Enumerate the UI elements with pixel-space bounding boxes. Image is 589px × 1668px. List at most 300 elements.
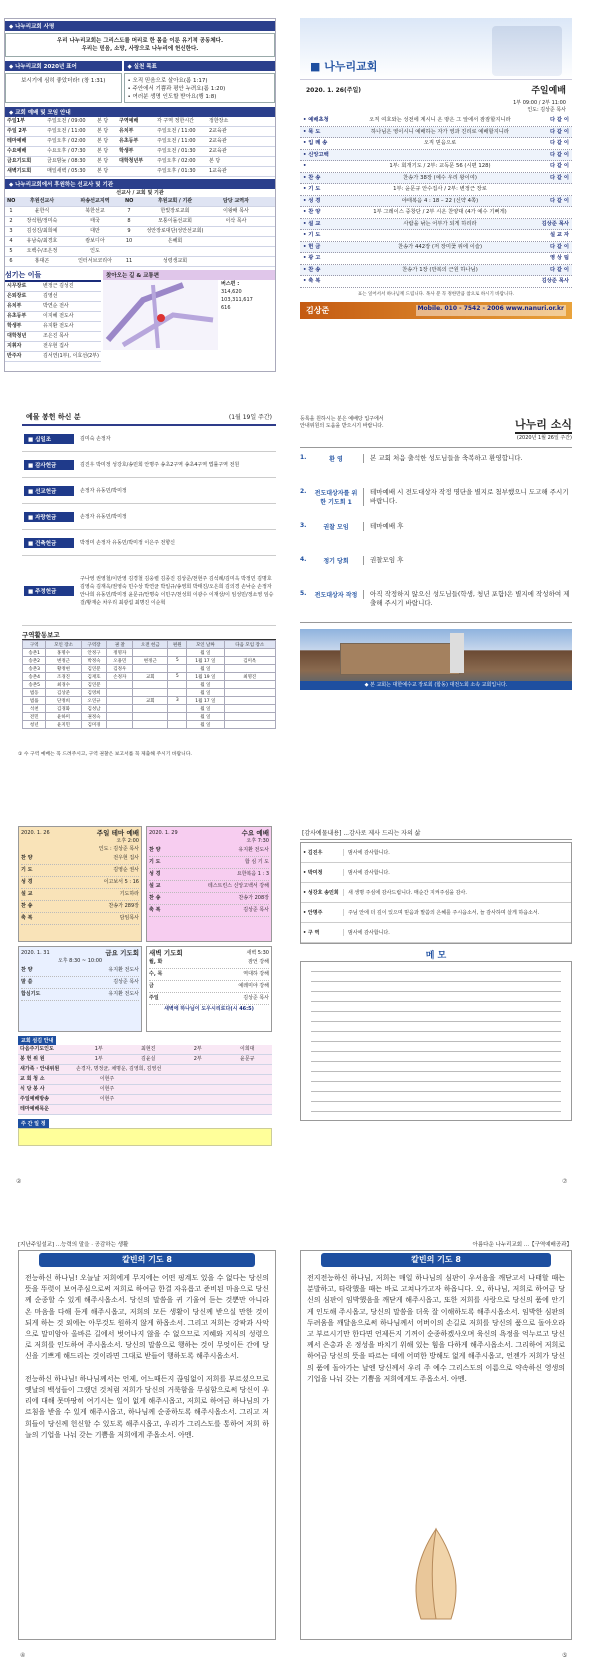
report-cell: 김정우 (107, 665, 133, 673)
mission-cell (215, 247, 257, 256)
thanks-item (301, 903, 571, 923)
worship-cell: 주일오후 / 02:00 (47, 138, 86, 144)
service-item-content (348, 276, 532, 287)
staff-role: 지휘자 (7, 343, 22, 349)
mission-cell: 담당 교역자 (223, 198, 249, 204)
card-row-label: 찬 송 (21, 903, 33, 909)
praying-hands-image (381, 1519, 491, 1629)
weekly-schedule-box (18, 1128, 272, 1146)
service-item-content (348, 150, 532, 161)
mission-cell: 6 (9, 258, 13, 264)
thanks-text: 범사에 감사합니다. (343, 929, 569, 936)
service-title: 주일예배 (531, 86, 566, 96)
duty-cell: 이현주 (99, 1076, 115, 1082)
report-cell: 법동 (23, 689, 46, 697)
service-item (300, 276, 572, 288)
memo-line (311, 1012, 561, 1022)
staff-list (5, 282, 101, 362)
staff-name: 유지환 전도사 (43, 323, 74, 329)
offering-names: 박정미 손정자 유동민/박미정 이은주 전향신 (80, 539, 175, 546)
page-3-offerings (22, 410, 276, 756)
worship-cell: 금요밤늦 / 08:30 (47, 158, 86, 164)
service-item (300, 196, 572, 208)
card-row-value: 김상준 목사 (113, 979, 139, 985)
dawn-card (146, 946, 272, 1032)
service-item (300, 230, 572, 242)
card-time: 오후 2:00 (116, 838, 139, 844)
duty-cell (206, 1075, 272, 1084)
service-item-label: • 예배초청 (303, 117, 329, 123)
thanks-text: 범사에 감사합니다. (343, 849, 569, 856)
mission-cell: 후원교회 / 기관 (157, 198, 193, 204)
thanks-item (301, 843, 571, 863)
report-cell (107, 681, 133, 689)
report-cell: 월 일 (187, 649, 224, 657)
goal-list (124, 73, 275, 103)
staff-row (5, 352, 101, 362)
thanks-name: • 박미정 (303, 870, 323, 876)
report-cell: 월 일 (187, 665, 224, 673)
worship-cell: 테마예배 (7, 138, 27, 144)
service-item-label: • (303, 163, 307, 169)
news-number: 3. (300, 522, 307, 529)
report-cell: 단정희 (46, 697, 81, 705)
duty-cell (206, 1095, 272, 1104)
offering-category: ■ 주정헌금 (24, 586, 74, 596)
thanks-text: 새 생명 주심에 감사드립니다. 매순간 지켜주심을 감사. (343, 889, 569, 896)
service-item-label: • 설 교 (303, 220, 321, 227)
duty-cell: 테마예배목운 (20, 1106, 49, 1112)
service-item (300, 127, 572, 139)
news-title: 나누리 소식 (515, 416, 572, 434)
news-text: 본 교회 처음 출석한 성도님들을 축복하고 환영합니다. (370, 454, 523, 462)
worship-row (5, 117, 275, 127)
report-cell: 안정구 (81, 649, 107, 657)
bus-line: 616 (221, 305, 231, 311)
report-cell (107, 721, 133, 729)
report-cell: 김연분 (81, 665, 107, 673)
thanks-name: • 성강호 송민희 (303, 890, 339, 896)
card-row (21, 977, 139, 989)
mission-row (5, 257, 275, 267)
sermon-header: [지난주일설교] ...능력의 말을 · 공감하는 생활 (18, 1242, 129, 1248)
card-row-label: 성 경 (149, 871, 161, 877)
worship-cell: 2교육관 (209, 128, 227, 134)
service-item-person: 다 같 이 (549, 266, 569, 273)
report-cell: 박정숙 (81, 657, 107, 665)
offering-category: ■ 선교헌금 (24, 486, 74, 496)
card-row-label: 찬 송 (149, 895, 161, 901)
card-row-value: 김상준 목사 (243, 995, 269, 1001)
mission-cell: 오백수/조은정 (26, 248, 58, 254)
card-title: 새벽 기도회 (149, 949, 183, 957)
report-row (23, 673, 276, 681)
worship-cell: 주일오전 / 11:00 (157, 128, 196, 134)
card-row-label: 주일 (149, 995, 159, 1001)
service-item-label: • 광 고 (303, 255, 321, 261)
bus-line: 103,311,617 (221, 297, 253, 303)
page-5-schedule (14, 826, 276, 1174)
mission-cell: 모퉁이돌선교회 (158, 218, 192, 224)
duty-cell (163, 1065, 217, 1074)
card-row (21, 913, 139, 925)
news-text: 테마예배 시 전도대상자 작정 명단을 별지로 첨부했으니 도고해 주시기 바랍니다. (370, 488, 569, 505)
report-cell (224, 697, 276, 705)
card-row-label: 성 경 (21, 879, 33, 885)
mission-row (5, 227, 275, 237)
card-row (21, 889, 139, 901)
thanks-text: 범사에 감사합니다. (343, 869, 569, 876)
card-row-label: 설 교 (149, 883, 161, 889)
duty-cell (140, 1095, 206, 1104)
card-row-label: 기 도 (149, 859, 161, 865)
staff-name: 박연순 전사 (43, 303, 69, 309)
news-text: 테마예배 후 (370, 522, 404, 530)
card-row (149, 857, 269, 869)
report-cell: 월 일 (187, 689, 224, 697)
news-label: 권찰 모임 (312, 522, 364, 531)
report-row (23, 689, 276, 697)
report-cell: 송촌3 (23, 665, 46, 673)
memo-line (311, 992, 561, 1002)
mission-cell: 태국 (90, 218, 100, 224)
church-name: 나누리교회 (324, 60, 378, 73)
worship-row (5, 127, 275, 137)
lesson-header: 아름다운 나누리교회 ...【구역예배공과】 (472, 1242, 572, 1248)
service-item-content: 찬송가 1장 (만복의 근원 하나님) (402, 266, 478, 273)
report-cell: 월 일 (187, 705, 224, 713)
report-cell: 5 (168, 673, 187, 681)
card-row-value: 김영순 권사 (113, 867, 139, 873)
vision-box (5, 33, 275, 57)
page-number: ⑦ (562, 1178, 568, 1185)
service-item-person: 설 교 자 (549, 232, 569, 238)
report-cell: 김재호 (81, 673, 107, 681)
card-row (149, 993, 269, 1005)
page-number: ⑤ (562, 1652, 568, 1659)
report-cell: 김미경 (81, 721, 107, 729)
worship-cell: 유치부 (119, 128, 134, 134)
service-item-person: 영 상 팀 (549, 255, 569, 261)
goal-title: 실천 목표 (133, 64, 157, 70)
service-item (300, 207, 572, 219)
report-cell: 김미옥 (224, 657, 276, 665)
report-cell: 윤하미 (46, 713, 81, 721)
staff-row (5, 342, 101, 352)
report-cell (133, 713, 168, 721)
service-item-content: 1부 그레이스 중창단 / 2부 시온 찬양대 (4가 예수 기뻐게) (373, 209, 507, 215)
vision-header: ◆ 나누리교회 사명 (5, 21, 275, 31)
offering-row (22, 478, 276, 504)
service-item-person: 다 같 이 (549, 163, 569, 169)
page-2-bulletin (300, 18, 572, 372)
memo-line (311, 962, 561, 972)
report-cell: 청년 (23, 721, 46, 729)
service-item-person: 다 같 이 (549, 128, 569, 135)
card-date: 2020. 1. 26 (21, 830, 50, 836)
service-item-person (532, 207, 572, 218)
offering-week: (1월 19일 주간) (228, 414, 272, 421)
mission-cell (135, 247, 215, 256)
worship-cell: 본 당 (97, 148, 109, 154)
worship-cell: 주일오전 / 11:00 (47, 128, 86, 134)
worship-cell: 주일오전 / 01:30 (157, 148, 196, 154)
mission-cell: 3 (9, 228, 13, 234)
report-cell: 월 일 (187, 713, 224, 721)
offering-category: ■ 자랑헌금 (24, 512, 74, 522)
prayer-body: 전능하신 하나님! 오늘날 저희에게 무지에는 어떤 핑계도 있을 수 없다는 당신의 뜻을 뚜렷이 보여주심으로써 저희로 하여금 한결 자유롭고 준비된 마음으로 당신께 순종할 수 있게 해주시옵소서. 당신의 말씀을 귀 기울여 듣는 것뿐만 아니라 온 마음을 다해 듣게 해주시옵고, 저희의 모든 생활이 당신께 받으실 만한 것이 되게 하는 것 외에는 아무것도 원하지 않게 하옵소서. 그리고 저희는 강팍과 사악으로 말미암아 올바른 길에서 벗어나지 않을 수 없으므로 지혜와 지식의 성령으로 저희를 인도하여 주시옵소서. 당신의 말씀으로 행하는 것이 무엇이든 간에 당신을 기쁘게 해드리는 것이라면 그대로 받들어 행하도록 해주시옵소서. 전능하신 하나님! 하나님께서는 언제, 어느때든지 끊임없이 저희를 부르셨으므로 옛날의 백성들이 그랬던 것처럼 저희가 당신의 거룩함을 무심함으로써 당신이 우리에 대해 못마땅히 여기시는 일이 없게 해주시옵고, 저희로 하여금 하나님의 가르침을 받을 수 있게 해주시옵고, 하나님께 순종하도록 해주시옵소서. 그리고 저희들이 당신께 헌신할 수 있도록 해주시옵고, 우리가 그리스도를 통하여 저희 하늘의 기업을 나눠 갖는 기쁨을 저희에게 주옵소서. 아멘. (25, 1274, 269, 1439)
news-label: 환 영 (312, 454, 364, 463)
report-cell: 오전 헌금 (133, 641, 168, 649)
staff-role: 유치부 (7, 303, 22, 309)
service-item-label: • 헌 금 (303, 243, 321, 250)
card-rows (149, 957, 269, 1005)
service-item (300, 115, 572, 127)
report-cell (107, 705, 133, 713)
mission-cell: NO (125, 198, 134, 204)
card-row (21, 989, 139, 1001)
church-logo: ■ 나누리교회 (310, 60, 378, 73)
worship-cell: 본 당 (97, 158, 109, 164)
news-number: 1. (300, 454, 307, 461)
mission-cell: 캄보디아 (85, 238, 105, 244)
report-cell (107, 697, 133, 705)
pastor-banner (300, 302, 572, 319)
memo-line (311, 1032, 561, 1042)
worship-cell: 주일 2부 (7, 128, 27, 134)
report-cell: 김연분 (81, 681, 107, 689)
news-item (300, 552, 572, 586)
offering-row (22, 426, 276, 452)
goal-item: • 오직 믿음으로 살아요(롬 1:17) (127, 78, 208, 84)
service-item (300, 219, 572, 231)
card-title: 수요 예배 (241, 829, 269, 837)
card-row-value: 예레미야 강해 (238, 983, 269, 989)
card-row-value: 테스트린스 신앙고백서 강해 (207, 883, 269, 889)
prayer-body: 전지전능하신 하나님, 저희는 매일 하나님의 심판이 우셔음을 깨닫고서 나태할 때는 분발하고, 타락했을 때는 바로 고쳐나가고자 하옵니다. 오, 하나님, 저희로 하여금 당신의 심판이 임박했음을 깨닫게 해주시옵고, 또한 저희를 사랑으로 당신의 품에 안기게 인도해 주시옵고, 당신의 말씀을 더욱 잘 이해하도록 해주시옵소서. 임박한 심판의 두려움을 깨달음으로써 하나님께서 어버이의 손길로 저희를 당신의 품으로 돌아오라고 부르시기만 한다면 언제든지 기꺼이 순종하겠사오며 육신의 욕정을 억누르고 당신께서 은총과 온 정성을 바치기 위해 있는 힘을 다하게 해주시옵소서. 그리하여 저희로 하여금 당신의 뜻을 따르는 데에 어떠한 방해도 없게 해주시옵고, 언젠가 저희가 당신의 품에 돌아가는 날엔 당신께서 우리 주 예수 그리스도의 이름으로 약속하신 영생의 기업을 나눠 갖는 기쁨을 저희에게도 주옵소서. 아멘. (307, 1274, 565, 1383)
thanks-text: 주님 안에 더 깊이 있으며 믿음과 말씀의 은혜를 주시옵소서, 늘 감사하며 살게 하옵소서. (343, 909, 569, 916)
mission-cell: 인터서브코리아 (78, 258, 112, 264)
service-item-content (348, 253, 532, 264)
church-header (300, 18, 572, 80)
staff-name: 변정근 김성진 (43, 283, 74, 289)
worship-cell: 새벽기도회 (7, 168, 32, 174)
report-cell: 구역 (23, 641, 46, 649)
verse-title: 나누리교회 2020년 표어 (15, 64, 77, 70)
card-row-value: 담임목사 (119, 915, 139, 921)
duty-title: 교회 섬김 안내 (18, 1036, 56, 1045)
report-cell: 월 일 (187, 721, 224, 729)
mission-cell: 4 (9, 238, 13, 244)
staff-name: 이지혜 전도사 (43, 313, 74, 319)
worship-cell (117, 167, 155, 176)
report-cell: 김경화 (46, 705, 81, 713)
report-cell: 전민 (23, 713, 46, 721)
mission-cell: 유남숙/최경호 (26, 238, 58, 244)
worship-cell: 주일오전 / 09:00 (47, 118, 86, 124)
worship-cell: 금요기도회 (7, 158, 32, 164)
report-cell: 최경수 (46, 681, 81, 689)
worship-cell: 주일1부 (7, 118, 25, 124)
offering-list (22, 426, 276, 626)
memo-line (311, 982, 561, 992)
worship-row (5, 157, 275, 167)
report-cell: 김상준 (46, 689, 81, 697)
mission-cell: 한빛장로교회 (160, 208, 190, 214)
weekly-schedule-title: 주 간 일 정 (18, 1119, 49, 1128)
card-row-label: 설 교 (21, 891, 33, 897)
offering-names: 김미숙 손정자 (80, 435, 111, 442)
service-item-content: 사람을 낚는 어부가 되게 하리라 (403, 220, 477, 227)
worship-cell: 본 당 (97, 168, 109, 174)
duty-cell (74, 1105, 173, 1114)
worship-cell: 수요예배 (7, 148, 27, 154)
goal-item: • 주안에서 기쁨과 평안 누려요(롬 1:20) (127, 86, 226, 92)
duty-cell (173, 1105, 272, 1114)
offering-category: ■ 건축헌금 (24, 538, 74, 548)
duty-cell: 2부 (193, 1056, 202, 1062)
report-cell: 변정근 (46, 657, 81, 665)
worship-cell: 각 구역 정한시간 (157, 118, 194, 124)
service-item-person: 다 같 이 (549, 140, 569, 146)
service-item-content: 1부: 윤문규 안수집사 / 2부: 변정근 장로 (393, 186, 487, 192)
report-cell: 5 (168, 657, 187, 665)
mission-cell: 북한선교 (85, 208, 105, 214)
memo-area (300, 961, 572, 1121)
service-item-person: 다 같 이 (549, 243, 569, 250)
worship-cell: 학생부 (119, 148, 134, 154)
service-times: 1부 09:00 / 2부 11:00 (513, 100, 566, 106)
card-row-value: 찬송가 208장 (238, 895, 269, 901)
duty-cell: 주일예배방송 (20, 1096, 49, 1102)
mission-cell: 2 (9, 218, 13, 224)
order-of-service (300, 115, 572, 288)
staff-row (5, 312, 101, 322)
card-row (149, 969, 269, 981)
offering-names: 김진우 박미정 성강호/송민희 안명주 송초2구역 송초4구역 법률구역 전원 (80, 461, 240, 468)
worship-cell: 본 당 (97, 138, 109, 144)
staff-role: 학생부 (7, 323, 22, 329)
report-cell: 모인 장소 (46, 641, 81, 649)
report-cell (168, 649, 187, 657)
mission-cell: 파송선교지역 (80, 198, 110, 204)
duty-cell: 1부 (94, 1046, 103, 1052)
service-item-label: • 찬 송 (303, 266, 321, 273)
mission-cell: 홍대곤 (34, 258, 50, 264)
prayer-title: 칼빈의 기도 8 (321, 1253, 551, 1267)
report-row (23, 649, 276, 657)
card-row-value: 기도하라 (119, 891, 139, 897)
service-item (300, 253, 572, 265)
card-time: 오후 7:30 (246, 838, 269, 844)
report-cell: 송촌4 (23, 673, 46, 681)
verse-header: ◆ 나누리교회 2020년 표어 (5, 61, 122, 71)
worship-title: 교회 예배 및 모임 안내 (15, 110, 71, 116)
card-leader: 인도 : 김상준 목사 (98, 846, 139, 852)
card-row-value: 유지환 전도사 (238, 847, 269, 853)
duty-cell: 이현주 (99, 1086, 115, 1092)
worship-cell: 주일오후 / 01:30 (157, 168, 196, 174)
service-leader: 인도: 김상준 목사 (527, 107, 566, 113)
card-row-label: 말 씀 (21, 979, 33, 985)
report-cell: 구역장 (81, 641, 107, 649)
duty-cell: 교 회 청 소 (20, 1076, 45, 1082)
service-item-label: • 찬 양 (303, 209, 321, 215)
card-row-label: 찬 양 (21, 967, 33, 973)
worship-cell: 1교육관 (209, 168, 227, 174)
service-item-content: 오직 여호와는 성전에 계시니 온 땅은 그 앞에서 잠잠할지니라 (369, 117, 511, 123)
bus-info (218, 280, 275, 350)
duty-cell: 이희대 (240, 1046, 255, 1052)
church-photo (300, 629, 572, 681)
report-cell: 손정자 (107, 673, 133, 681)
report-cell: 홍명수 (46, 649, 81, 657)
service-item-label: • 축 복 (303, 278, 321, 284)
report-cell (107, 713, 133, 721)
service-item (300, 161, 572, 173)
report-cell: 3 (168, 697, 187, 705)
staff-role: 유초등부 (7, 313, 27, 319)
duty-cell: 새가족 · 안내위원 (20, 1066, 60, 1072)
news-week: (2020년 1월 26일 주간) (516, 435, 572, 441)
duty-row (18, 1045, 272, 1055)
duty-list (18, 1045, 272, 1115)
service-item-person: 다 같 이 (549, 151, 569, 158)
offering-title: 예물 봉헌 하신 분 (26, 413, 81, 421)
offering-names: 손정자 유동민/박미정 (80, 513, 127, 520)
worship-cell: 구역예배 (119, 118, 139, 124)
duty-cell: 식 당 봉 사 (20, 1086, 45, 1092)
service-item (300, 242, 572, 254)
report-cell (107, 689, 133, 697)
report-cell (133, 705, 168, 713)
staff-row (5, 322, 101, 332)
mission-cell: 성안장로대단(성안선교회) (146, 228, 204, 234)
vision-title: 나누리교회 사명 (15, 24, 55, 30)
staff-role: 반주자 (7, 353, 22, 359)
duty-row (18, 1065, 272, 1075)
contact-line: Mobile. 010 - 7542 - 2006 www.nanuri.or.kr (416, 305, 566, 316)
mission-row (5, 207, 275, 217)
report-cell (224, 713, 276, 721)
service-item-content (348, 230, 532, 241)
service-item-content: 찬송가 442장 (저 장미꽃 위에 이슬) (397, 243, 483, 250)
worship-cell: 정한장소 (209, 118, 229, 124)
report-cell: 석천 (23, 705, 46, 713)
staff-role: 시무장로 (7, 283, 27, 289)
card-row (149, 881, 269, 893)
staff-row (5, 332, 101, 342)
thanks-header: [감사예물내용] ...감사로 제사 드리는 자의 삶 (300, 826, 572, 840)
worship-row (5, 147, 275, 157)
service-item-person (532, 184, 572, 195)
mission-cell: NO (7, 198, 16, 204)
mission-cell (123, 247, 135, 256)
worship-cell: 본 당 (97, 128, 109, 134)
card-row-value: 요한복음 1 : 3 (236, 871, 269, 877)
card-row-value: 김상준 목사 (243, 907, 269, 913)
thanks-item (301, 863, 571, 883)
report-cell: 김성남 (81, 705, 107, 713)
report-cell: 오연규 (81, 697, 107, 705)
report-cell: 윤지민 (46, 721, 81, 729)
report-cell: 권 찰 (107, 641, 133, 649)
duty-row (18, 1055, 272, 1065)
report-cell (133, 665, 168, 673)
service-item-label: • 기 도 (303, 232, 321, 238)
report-cell (168, 713, 187, 721)
duty-cell: 최현진 (141, 1046, 156, 1052)
